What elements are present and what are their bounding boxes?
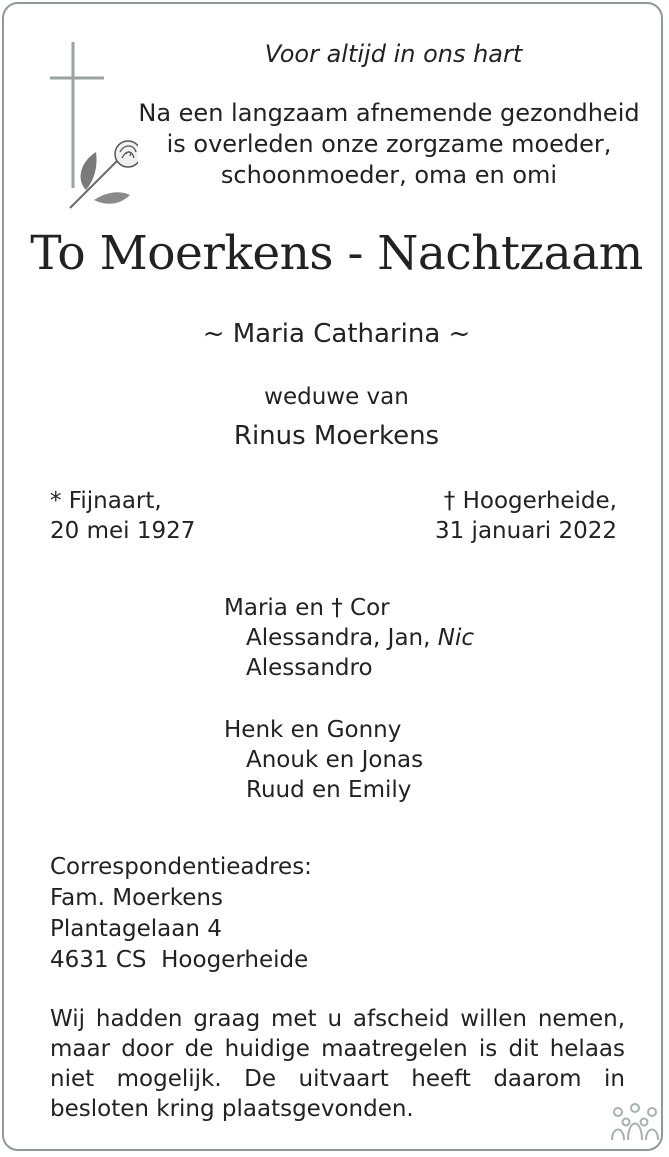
deceased-name: To Moerkens - Nachtzaam — [30, 226, 643, 281]
address-label: Correspondentieadres: — [50, 854, 312, 880]
family-head: Maria en † Cor — [224, 595, 390, 621]
obituary-card — [2, 2, 663, 1151]
funeral-note: Wij hadden graag met u afscheid willen nemen, maar door de huidige maatregelen is dit helaas niet mogelijk. De uitvaart heeft daarom in besloten kring plaatsgevonden. — [50, 1006, 625, 1122]
correspondence-address — [50, 852, 312, 976]
people-logo-icon — [610, 1102, 660, 1142]
birth-date: 20 mei 1927 — [50, 518, 196, 544]
death-date: 31 januari 2022 — [434, 518, 617, 544]
intro-line: schoonmoeder, oma en omi — [220, 161, 558, 189]
address-name: Fam. Moerkens — [50, 885, 223, 911]
widow-of-label: weduwe van — [264, 384, 409, 410]
intro-text — [134, 98, 644, 191]
death-place: † Hoogerheide, — [443, 488, 617, 514]
intro-line: Na een langzaam afnemende gezondheid — [138, 99, 640, 127]
address-street: Plantagelaan 4 — [50, 916, 222, 942]
family-children: Anouk en Jonas — [246, 747, 424, 773]
address-city: 4631 CS Hoogerheide — [50, 947, 309, 973]
birth-place: * Fijnaart, — [50, 488, 162, 514]
family-head: Henk en Gonny — [224, 717, 402, 743]
death-info — [435, 486, 617, 546]
family-children-name-italic: Nic — [437, 625, 475, 651]
family-list — [224, 593, 474, 805]
intro-line: is overleden onze zorgzame moeder, — [166, 130, 612, 158]
birth-info — [50, 486, 195, 546]
motto: Voor altijd in ons hart — [264, 40, 523, 68]
family-children-names: Alessandra, Jan, — [246, 625, 438, 651]
husband-name: Rinus Moerkens — [233, 421, 440, 451]
family-children: Alessandro — [246, 655, 373, 681]
family-children — [224, 623, 474, 653]
family-children: Ruud en Emily — [246, 777, 412, 803]
given-names: ~ Maria Catharina ~ — [202, 319, 471, 349]
